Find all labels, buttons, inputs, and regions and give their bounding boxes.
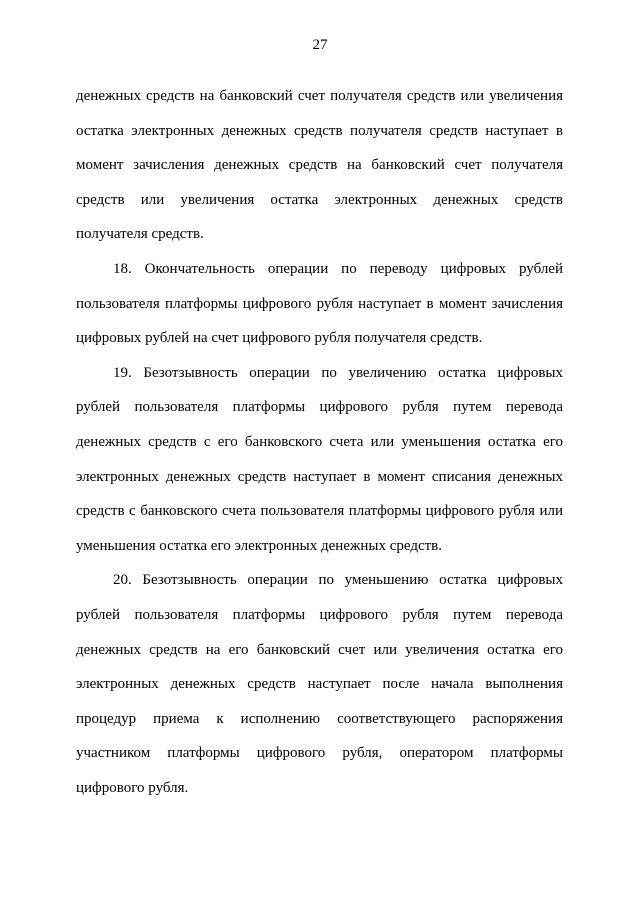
document-body xyxy=(76,79,563,805)
paragraph-item-19: 19. Безотзывность операции по увеличению остатка цифровых рублей пользователя платформы цифрового рубля путем перевода денежных средств с его банковского счета или уменьшения остатка его электронных денежных средств наступает в момент списания денежных средств с банковского счета пользователя платформы цифрового рубля или уменьшения остатка его электронных денежных средств. xyxy=(76,364,563,554)
paragraph-item-20: 20. Безотзывность операции по уменьшению остатка цифровых рублей пользователя платформы цифрового рубля путем перевода денежных средств на его банковский счет или увеличения остатка его электронных денежных средств наступает после начала выполнения процедур приема к исполнению соответствующего распоряжения участником платформы цифрового рубля, оператором платформы цифрового рубля. xyxy=(76,572,563,796)
page-number: 27 xyxy=(312,37,328,53)
paragraph-item-18: 18. Окончательность операции по переводу цифровых рублей пользователя платформы цифрового рубля наступает в момент зачисления цифровых рублей на счет цифрового рубля получателя средств. xyxy=(76,260,563,347)
paragraph-continuation: денежных средств на банковский счет получателя средств или увеличения остатка электронных денежных средств получателя средств наступает в момент зачисления денежных средств на банковский счет получателя средств или увеличения остатка электронных денежных средств получателя средств. xyxy=(76,88,563,243)
